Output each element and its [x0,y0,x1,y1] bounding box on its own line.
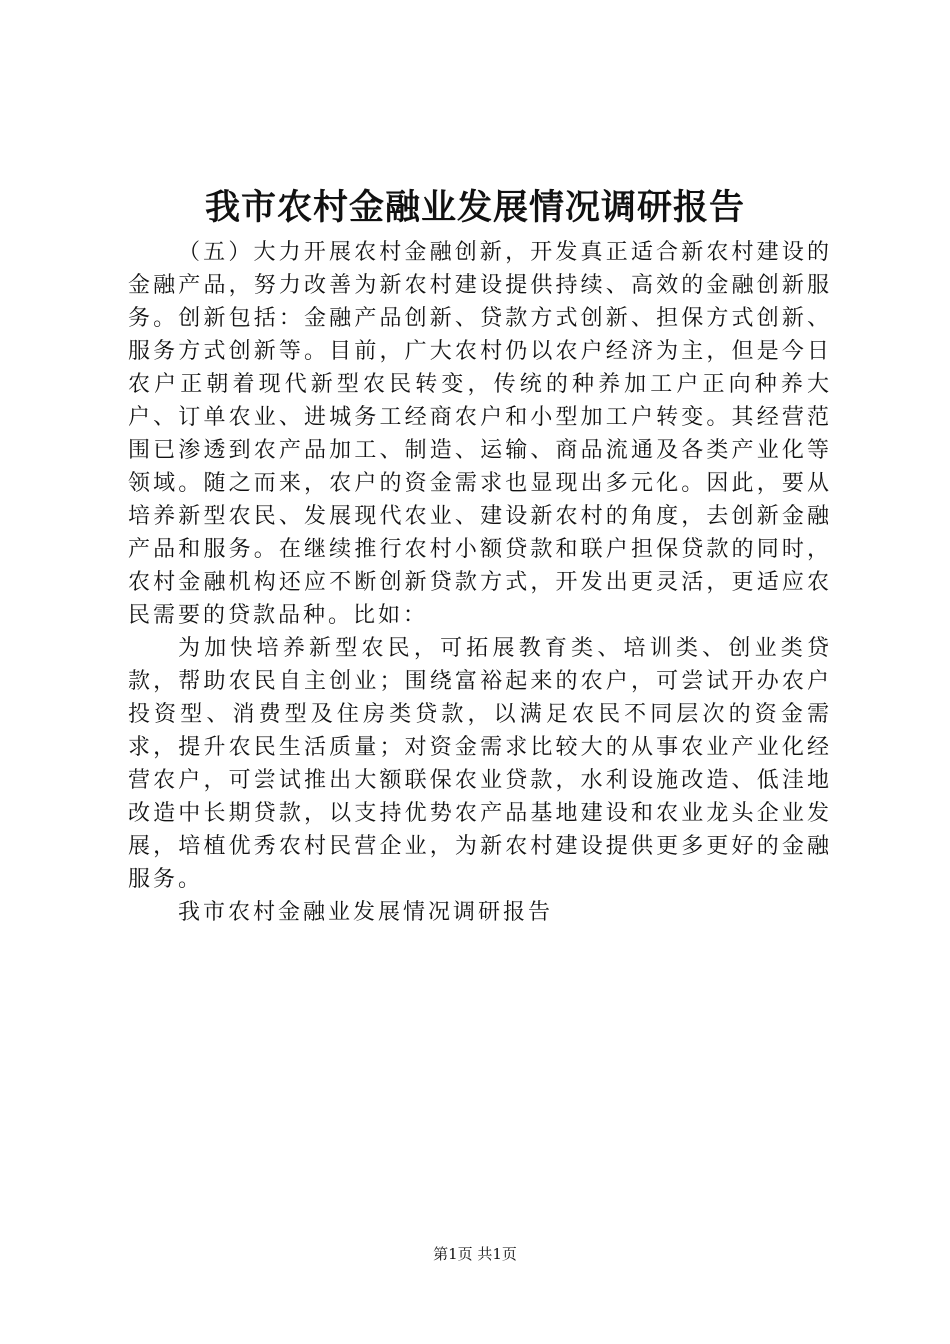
page-footer: 第1页 共1页 [433,1245,517,1263]
paragraph: 为加快培养新型农民，可拓展教育类、培训类、创业类贷款，帮助农民自主创业；围绕富裕起来的农户，可尝试开办农户投资型、消费型及住房类贷款，以满足农民不同层次的资金需求，提升农民生活质量；对资金需求比较大的从事农业产业化经营农户，可尝试推出大额联保农业贷款，水利设施改造、低洼地改造中长期贷款，以支持优势农产品基地建设和农业龙头企业发展，培植优秀农村民营企业，为新农村建设提供更多更好的金融服务。 [128,636,832,892]
paragraph: （五）大力开展农村金融创新，开发真正适合新农村建设的金融产品，努力改善为新农村建设提供持续、高效的金融创新服务。创新包括：金融产品创新、贷款方式创新、担保方式创新、服务方式创新等。目前，广大农村仍以农户经济为主，但是今日农户正朝着现代新型农民转变，传统的种养加工户正向种养大户、订单农业、进城务工经商农户和小型加工户转变。其经营范围已渗透到农产品加工、制造、运输、商品流通及各类产业化等领域。随之而来，农户的资金需求也显现出多元化。因此，要从培养新型农民、发展现代农业、建设新农村的角度，去创新金融产品和服务。在继续推行农村小额贷款和联户担保贷款的同时，农村金融机构还应不断创新贷款方式，开发出更灵活，更适应农民需要的贷款品种。比如： [128,240,832,628]
paragraph: 我市农村金融业发展情况调研报告 [178,900,554,925]
document-body [128,236,832,929]
document-title: 我市农村金融业发展情况调研报告 [204,188,745,228]
